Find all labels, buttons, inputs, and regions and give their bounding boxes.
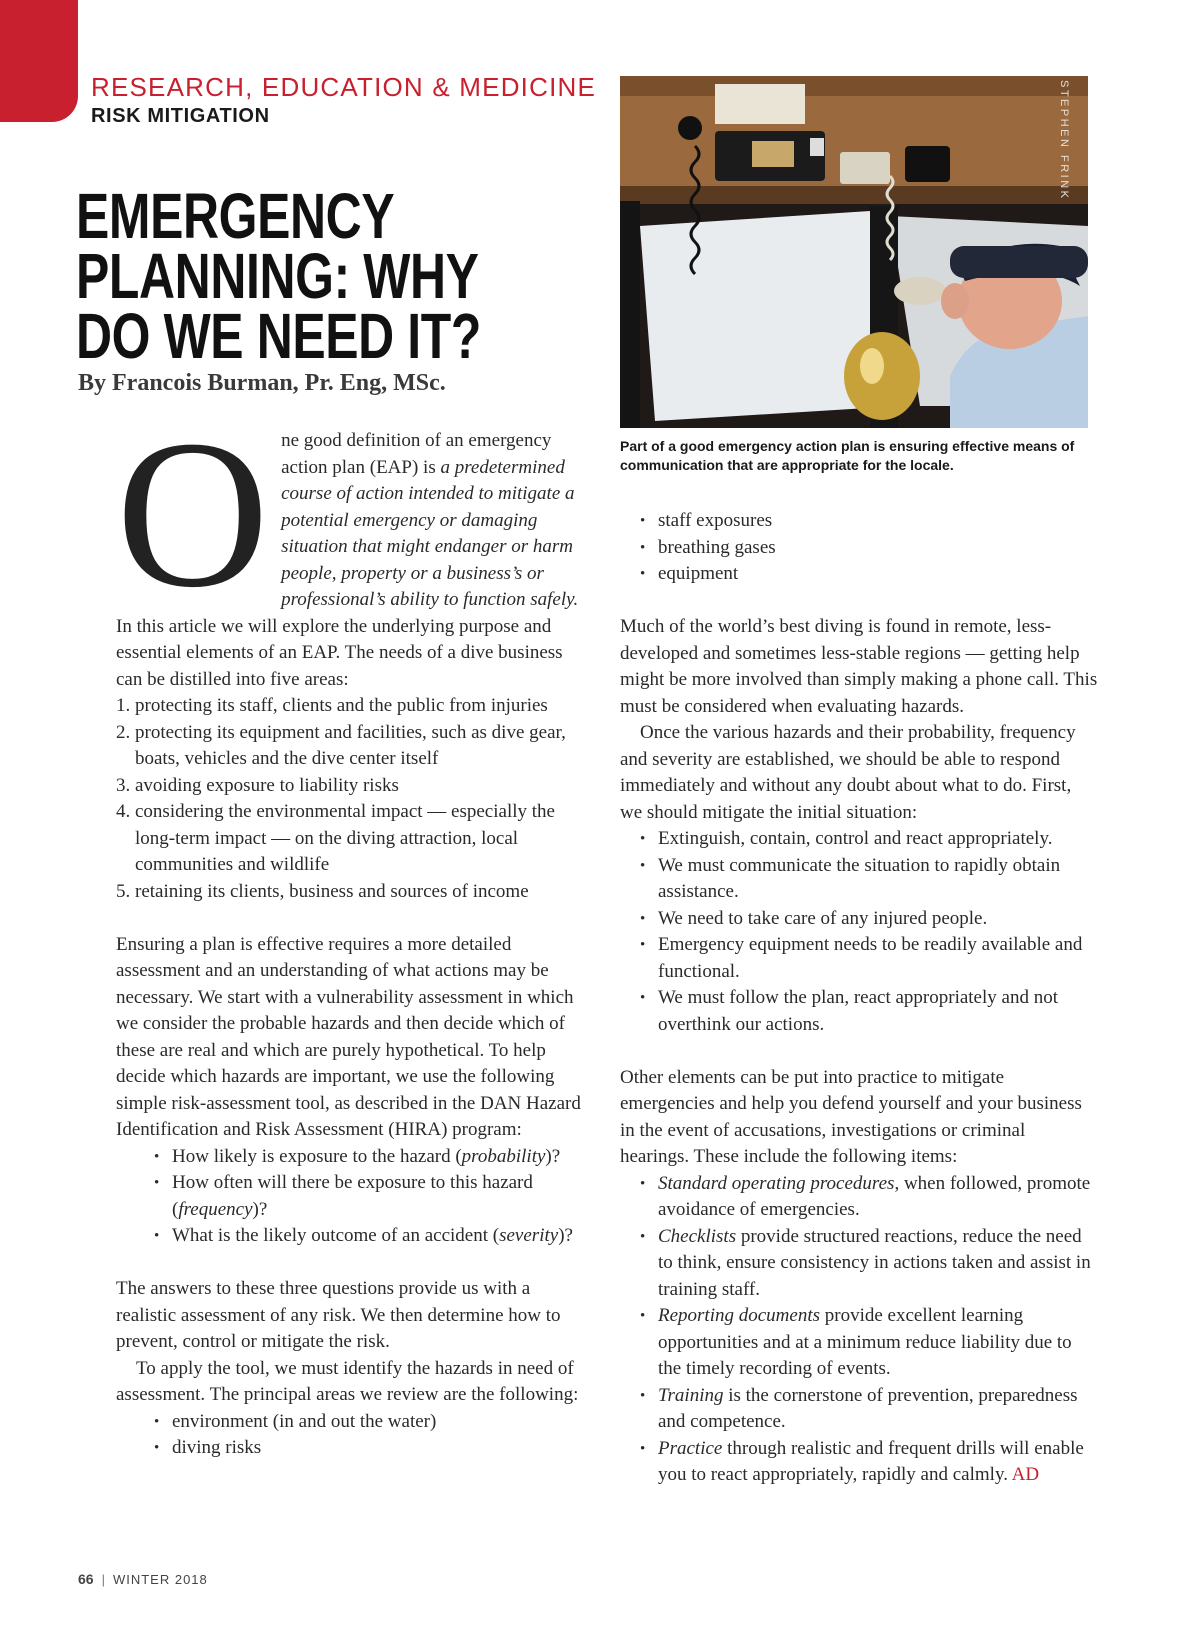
list-item: 2. protecting its equipment and facilities, such as dive gear, boats, vehicles and the dive center itself — [116, 721, 566, 769]
intro-plain: ne good definition of an emergency action plan (EAP) is — [281, 430, 552, 478]
list-item: • breathing gases — [640, 535, 1098, 562]
title-line: DO WE NEED IT? — [76, 300, 481, 372]
list-item: • Extinguish, contain, control and react appropriately. — [640, 826, 1098, 853]
section-category: RESEARCH, EDUCATION & MEDICINE — [91, 72, 597, 102]
intro-rest: In this article we will explore the underlying purpose and essential elements of an EAP. The needs of a dive business can be distilled into five areas: — [116, 615, 563, 690]
page-number: 66 — [78, 1571, 94, 1587]
mitigation-steps-list — [620, 826, 1098, 1038]
article-title — [76, 180, 481, 372]
list-item: 4. considering the environmental impact — especially the long-term impact — on the diving attraction, local communities and wildlife — [116, 801, 555, 875]
remote-paragraph: Much of the world’s best diving is found in remote, less-developed and sometimes less-stable regions — getting help might be more involved than simply making a phone call. This must be considered when evaluating hazards. — [620, 616, 1098, 717]
section-subcategory: RISK MITIGATION — [91, 105, 270, 127]
photo-credit: STEPHEN FRINK — [1058, 80, 1070, 201]
footer-separator: | — [101, 1572, 105, 1587]
list-item: • equipment — [640, 561, 1098, 588]
list-item: 5. retaining its clients, business and sources of income — [116, 880, 529, 902]
photo-caption: Part of a good emergency action plan is ensuring effective means of communication that are appropriate for the locale. — [620, 438, 1075, 473]
intro-definition: a predetermined course of action intended to mitigate a potential emergency or damaging situation that might endanger or harm people, property or a business’s or professional’s ability to function safely. — [281, 456, 579, 610]
list-item: • Standard operating procedures, when followed, promote avoidance of emergencies. — [640, 1171, 1098, 1224]
list-item: • We must follow the plan, react appropriately and not overthink our actions. — [640, 985, 1098, 1038]
left-column — [116, 396, 590, 1462]
list-item: • Reporting documents provide excellent learning opportunities and at a minimum reduce liability due to the timely recording of events. — [640, 1303, 1098, 1383]
list-item: • Checklists provide structured reactions, reduce the need to think, ensure consistency in actions taken and assist in training staff. — [640, 1224, 1098, 1304]
list-item: • environment (in and out the water) — [154, 1409, 590, 1436]
intro-paragraph — [116, 396, 590, 693]
list-item: • What is the likely outcome of an accident (severity)? — [154, 1223, 590, 1250]
list-item: • Training is the cornerstone of prevention, preparedness and competence. — [640, 1383, 1098, 1436]
list-item: • diving risks — [154, 1435, 590, 1462]
section-tab — [0, 0, 78, 122]
title-line: EMERGENCY — [76, 180, 395, 252]
list-item: 3. avoiding exposure to liability risks — [116, 774, 399, 796]
list-item: • We need to take care of any injured people. — [640, 906, 1098, 933]
list-item: • How often will there be exposure to this hazard (frequency)? — [154, 1170, 590, 1223]
review-areas-list — [116, 1409, 590, 1462]
list-item: • staff exposures — [640, 508, 1098, 535]
answers-paragraph: The answers to these three questions provide us with a realistic assessment of any risk. We then determine how to prevent, control or mitigate the risk. — [116, 1278, 561, 1352]
list-item: • We must communicate the situation to rapidly obtain assistance. — [640, 853, 1098, 906]
list-item: • Practice through realistic and frequent drills will enable you to react appropriately, rapidly and calmly. AD — [640, 1436, 1098, 1489]
title-line: PLANNING: WHY — [76, 240, 479, 312]
questions-list — [116, 1144, 590, 1250]
drop-cap: O — [116, 396, 270, 631]
byline: By Francois Burman, Pr. Eng, MSc. — [78, 370, 446, 396]
once-paragraph: Once the various hazards and their probability, frequency and severity are established, we should be able to respond immediately and without any doubt about what to do. First, we should mitigate the initial situation: — [620, 722, 1076, 823]
page-footer — [78, 1571, 208, 1587]
other-elements-paragraph: Other elements can be put into practice to mitigate emergencies and help you defend yourself and your business in the event of accusations, investigations or criminal hearings. These include the following items: — [620, 1066, 1082, 1167]
list-item: • How likely is exposure to the hazard (probability)? — [154, 1144, 590, 1171]
list-item: 1. protecting its staff, clients and the public from injuries — [116, 695, 548, 716]
section-header — [91, 72, 596, 128]
end-mark: AD — [1011, 1464, 1040, 1485]
issue-label: WINTER 2018 — [112, 1572, 208, 1587]
article-photo — [620, 76, 1088, 428]
review-areas-list-continued — [620, 508, 1098, 588]
elements-list — [620, 1171, 1098, 1489]
plan-paragraph: Ensuring a plan is effective requires a more detailed assessment and an understanding of what actions may be necessary. We start with a vulnerability assessment in which we consider the probable hazards and then decide which of these are real and which are purely hypothetical. To help decide which hazards are important, we use the following simple risk-assessment tool, as described in the DAN Hazard Identification and Risk Assessment (HIRA) program: — [116, 933, 581, 1140]
apply-paragraph: To apply the tool, we must identify the hazards in need of assessment. The principal areas we review are the following: — [116, 1357, 579, 1405]
five-areas-list — [116, 693, 590, 905]
right-column — [620, 508, 1098, 1489]
list-item: • Emergency equipment needs to be readily available and functional. — [640, 932, 1098, 985]
